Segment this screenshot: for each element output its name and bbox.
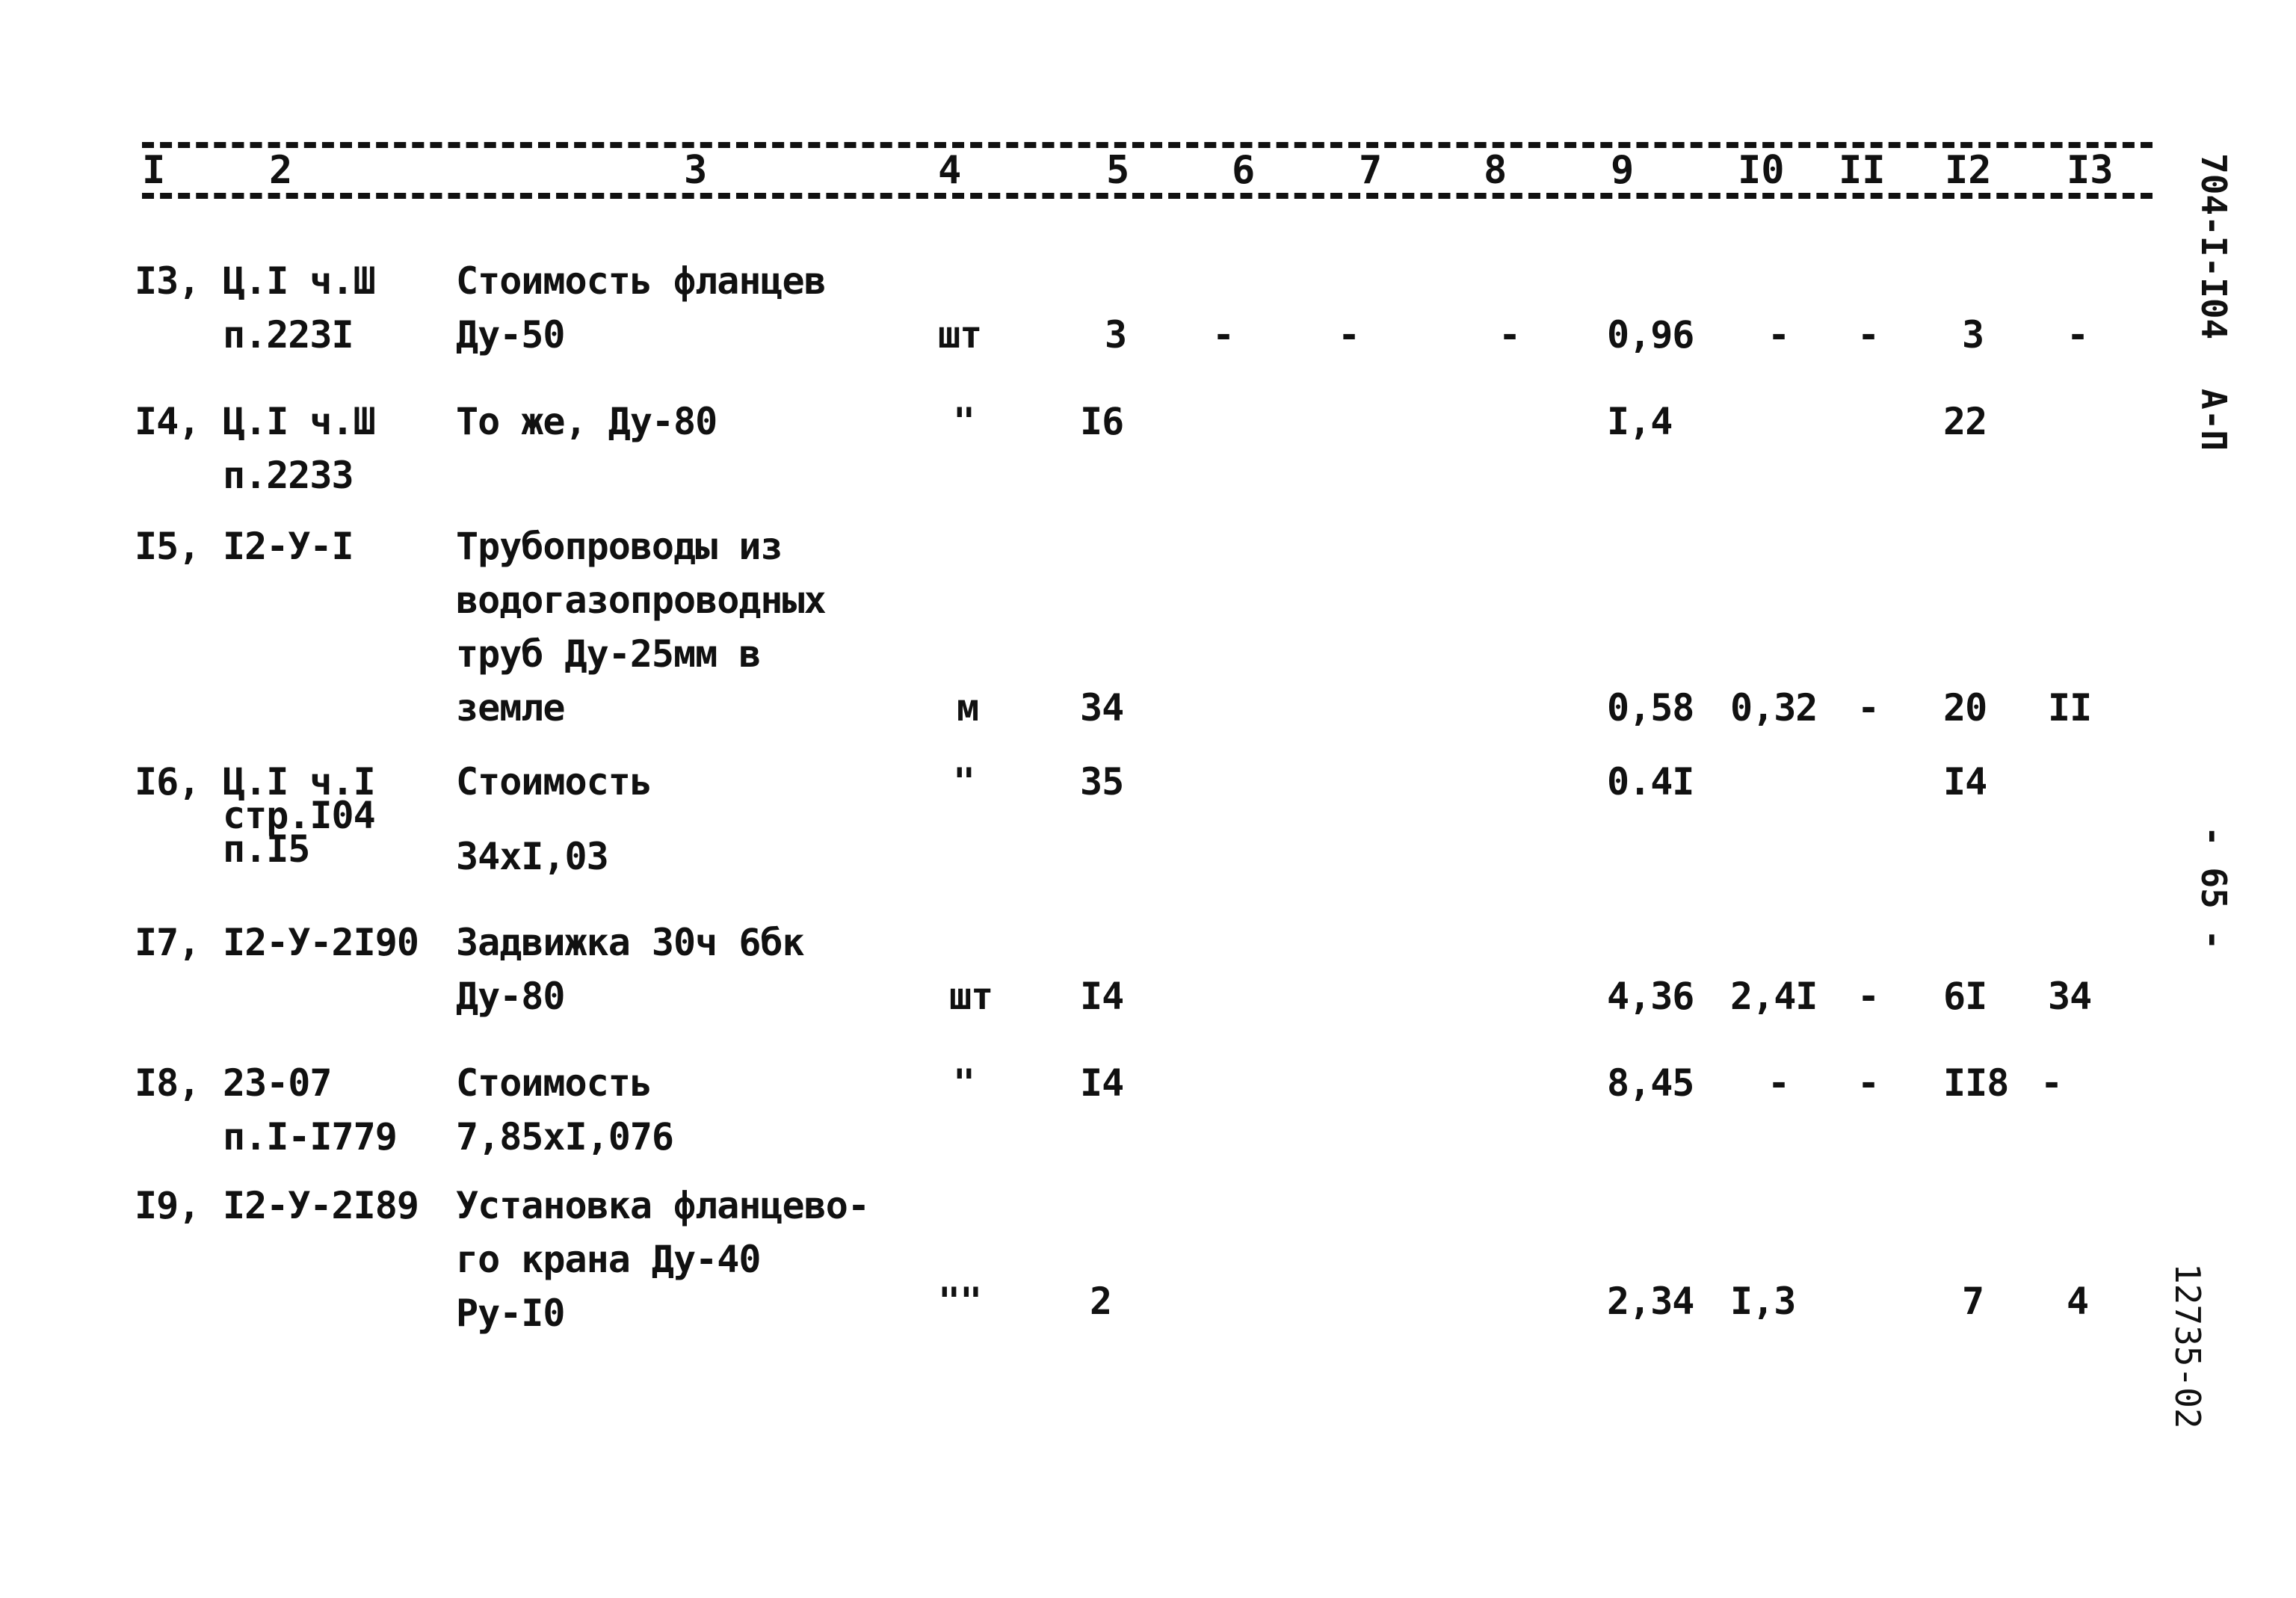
row-col10: I,3 — [1730, 1280, 1796, 1323]
row-ref-line: п.2233 — [223, 454, 354, 497]
row-col12: 6I — [1943, 975, 1987, 1018]
header-col-10: I0 — [1738, 148, 1785, 193]
row-unit: " — [953, 1061, 975, 1105]
page-number: - 65 - — [2194, 826, 2234, 951]
row-desc-line: земле — [456, 686, 565, 729]
header-col-4: 4 — [938, 148, 962, 193]
row-desc-line: Трубопроводы из — [456, 525, 783, 568]
header-col-5: 5 — [1106, 148, 1130, 193]
row-desc-line: водогазопроводных — [456, 579, 826, 622]
row-desc-line: Ру-I0 — [456, 1292, 565, 1335]
row-unit: " — [953, 400, 975, 443]
row-col10: 2,4I — [1730, 975, 1818, 1018]
header-top-rule — [142, 142, 2152, 148]
row-desc-line: 34xI,03 — [456, 835, 608, 878]
header-col-8: 8 — [1484, 148, 1507, 193]
row-qty: 3 — [1105, 313, 1127, 357]
row-unit: м — [957, 686, 979, 729]
row-col9: 2,34 — [1607, 1280, 1694, 1323]
row-unit: " — [953, 760, 975, 803]
row-col12: I4 — [1943, 760, 1987, 803]
row-ref-line: п.I5 — [223, 827, 310, 871]
row-desc-line: То же, Ду-80 — [456, 400, 718, 443]
row-desc-line: Ду-80 — [456, 975, 565, 1018]
row-desc-line: Стоимость — [456, 1061, 652, 1105]
row-desc-line: Задвижка 30ч 6бк — [456, 921, 804, 964]
header-col-2: 2 — [269, 148, 293, 193]
row-col9: 0,96 — [1607, 313, 1694, 357]
header-bottom-rule — [142, 193, 2152, 199]
header-col-7: 7 — [1359, 148, 1383, 193]
row-number: I3, — [135, 259, 200, 303]
row-ref-line: п.223I — [223, 313, 354, 357]
row-col8: - — [1499, 313, 1521, 357]
row-col13: - — [2067, 313, 2089, 357]
header-col-13: I3 — [2067, 148, 2114, 193]
row-col9: 8,45 — [1607, 1061, 1694, 1105]
row-col10: - — [1768, 1061, 1790, 1105]
row-col13: 34 — [2048, 975, 2092, 1018]
row-col12: II8 — [1943, 1061, 2009, 1105]
header-col-12: I2 — [1945, 148, 1992, 193]
row-col12: 22 — [1943, 400, 1987, 443]
row-desc-line: Стоимость фланцев — [456, 259, 826, 303]
row-col12: 3 — [1962, 313, 1984, 357]
row-ref-line: I2-У-I — [223, 525, 354, 568]
row-qty: 34 — [1080, 686, 1124, 729]
row-ref-line: Ц.I ч.Ш — [223, 259, 375, 303]
row-desc-line: Стоимость — [456, 760, 652, 803]
document-code: 704-I-I04 — [2194, 153, 2234, 340]
row-col9: 0,58 — [1607, 686, 1694, 729]
row-col11: - — [1857, 686, 1880, 729]
row-col13: - — [2040, 1061, 2063, 1105]
header-col-6: 6 — [1232, 148, 1256, 193]
row-qty: I6 — [1080, 400, 1124, 443]
row-unit: "" — [938, 1280, 982, 1323]
row-col12: 7 — [1962, 1280, 1984, 1323]
row-col11: - — [1857, 313, 1880, 357]
row-col13: 4 — [2067, 1280, 2089, 1323]
row-col11: - — [1857, 975, 1880, 1018]
row-col7: - — [1338, 313, 1360, 357]
row-col10: - — [1768, 313, 1790, 357]
row-number: I9, — [135, 1184, 200, 1227]
row-ref-line: Ц.I ч.I — [223, 760, 375, 803]
row-col9: 0.4I — [1607, 760, 1694, 803]
row-col9: I,4 — [1607, 400, 1673, 443]
row-col9: 4,36 — [1607, 975, 1694, 1018]
row-ref-line: п.I-I779 — [223, 1115, 397, 1159]
row-unit: шт — [949, 975, 993, 1018]
row-qty: 35 — [1080, 760, 1124, 803]
row-desc-line: труб Ду-25мм в — [456, 632, 761, 676]
row-number: I7, — [135, 921, 200, 964]
row-desc-line: Установка фланцево- — [456, 1184, 869, 1227]
row-ref-line: 23-07 — [223, 1061, 332, 1105]
row-qty: 2 — [1090, 1280, 1112, 1323]
header-col-9: 9 — [1611, 148, 1635, 193]
row-ref-line: I2-У-2I90 — [223, 921, 419, 964]
inventory-number: 12735-02 — [2167, 1263, 2208, 1429]
row-desc-line: 7,85xI,076 — [456, 1115, 674, 1159]
header-col-11: II — [1839, 148, 1886, 193]
row-number: I8, — [135, 1061, 200, 1105]
row-number: I4, — [135, 400, 200, 443]
row-col6: - — [1212, 313, 1235, 357]
row-unit: шт — [938, 313, 982, 357]
header-col-3: 3 — [684, 148, 708, 193]
header-col-1: I — [142, 148, 166, 193]
row-number: I5, — [135, 525, 200, 568]
row-col10: 0,32 — [1730, 686, 1818, 729]
row-col13: II — [2048, 686, 2092, 729]
row-desc-line: го крана Ду-40 — [456, 1238, 761, 1281]
row-col12: 20 — [1943, 686, 1987, 729]
row-col11: - — [1857, 1061, 1880, 1105]
row-ref-line: Ц.I ч.Ш — [223, 400, 375, 443]
row-ref-line: стр.I04 — [223, 794, 375, 837]
row-desc-line: Ду-50 — [456, 313, 565, 357]
row-ref-line: I2-У-2I89 — [223, 1184, 419, 1227]
row-qty: I4 — [1080, 975, 1124, 1018]
album-code: А-П — [2194, 389, 2234, 451]
row-qty: I4 — [1080, 1061, 1124, 1105]
row-number: I6, — [135, 760, 200, 803]
